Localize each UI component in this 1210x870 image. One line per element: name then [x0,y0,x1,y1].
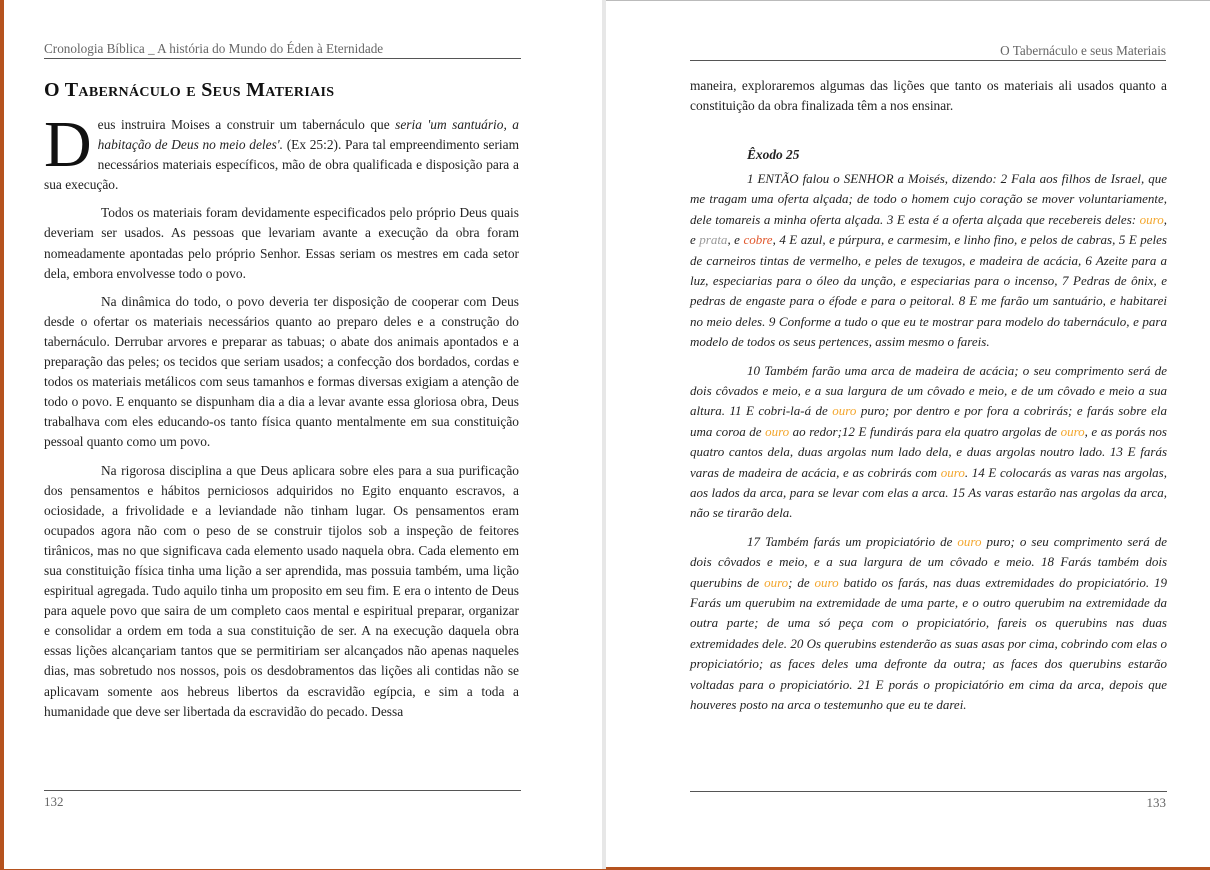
verse-block-3: 17 Também farás um propiciatório de ouro puro; o seu comprimento será de dois côvados e meio, e a sua largura de um côvado e meio. 18 Farás também dois querubins de ouro; de ouro batido os farás, nas duas extremidades do propiciatório. 19 Farás um querubim na extremidade de uma parte, e o outro querubim na extremidade da outra parte; de uma só peça com o propiciatório, fareis os querubins nas duas extremidades dele. 20 Os querubins estenderão as suas asas por cima, cobrindo com elas o propiciatório; as faces deles uma defronte da outra; as faces dos querubins estarão voltadas para o propiciatório. 21 E porás o propiciatório em cima da arca, depois que houveres posto na arca o testemunho que eu te darei. [690,533,1167,713]
right-body-text [690,76,1167,723]
left-page-number: 132 [44,794,64,809]
left-body-text [44,108,520,730]
scripture-passage [690,169,1167,716]
right-page-number: 133 [1146,795,1166,810]
continuation-paragraph: maneira, exploraremos algumas das lições que tanto os materiais ali usados quanto a constituição da obra finalizada têm a nos ensinar. [690,78,1167,114]
word-ouro: ouro [940,464,965,480]
paragraph-2: Todos os materiais foram devidamente especificados pelo próprio Deus quais deveriam ser usados. As pessoas que levariam avante a execução da obra foram nomeadamente apontadas pelo próprio Senhor. Essas seriam os mestres em cada setor dela, embora envolvesse todo o povo. [44,205,519,281]
left-header-rule [44,58,521,59]
verse-block-2: 10 Também farão uma arca de madeira de acácia; o seu comprimento será de dois côvados e meio, e a sua largura de um côvado e meio, e de um côvado e meio a sua altura. 11 E cobri-la-á de ouro puro; por dentro e por fora a cobrirás; e farás sobre ela uma coroa de ouro ao redor;12 E fundirás para ela quatro argolas de ouro, e as porás nos quatro cantos dela, duas argolas num lado dela, e duas argolas noutro lado. 13 E farás varas de madeira de acácia, e as cobrirás com ouro. 14 E colocarás as varas nas argolas, aos lados da arca, para se levar com elas a arca. 15 As varas estarão nas argolas da arca, não se tirarão dela. [690,362,1167,521]
right-footer-rule [690,791,1167,792]
word-ouro: ouro [814,574,839,590]
chapter-title: O Tabernáculo e Seus Materiais [44,79,335,101]
left-footer-rule [44,790,521,791]
word-ouro: ouro [1060,423,1085,439]
scripture-quote: seria 'um santuário, a habitação de Deus no meio deles'. [97,117,520,153]
right-header-rule [690,60,1166,61]
word-ouro: ouro [957,533,982,549]
left-running-header: Cronologia Bíblica _ A história do Mundo do Éden à Eternidade [44,41,384,56]
word-ouro: ouro [832,403,857,419]
right-page [606,0,1210,870]
paragraph-1: Deus instruira Moises a construir um tabernáculo que seria 'um santuário, a habitação de Deus no meio deles'. (Ex 25:2). Para tal empreendimento seriam necessários materiais específicos, mão de obra qualificada e disposição para a sua execução. [44,108,520,193]
word-ouro: ouro [1139,211,1164,227]
left-page [4,0,602,869]
paragraph-3: Na dinâmica do todo, o povo deveria ter disposição de cooperar com Deus desde o ofertar os materiais necessários quanto ao preparo deles e a construção do tabernáculo. Derrubar arvores e preparar as tabuas; o abate dos animais apontados e a preparação das peles; os tecidos que seriam usados; a confecção dos bordados, cordas e todos os materiais metálicos com seus tamanhos e formas diversas exigiam a atenção de todo o povo. E enquanto se dispunham dia a dia a levar avante essa gloriosa obra, Deus trabalhava com eles educando-os tanto física quanto mentalmente em sua constituição pessoal quanto como um povo. [44,293,519,450]
right-running-header: O Tabernáculo e seus Materiais [1000,43,1166,58]
word-cobre: cobre [743,232,773,248]
drop-cap: D [44,108,92,181]
verse-block-1: 1 ENTÃO falou o SENHOR a Moisés, dizendo: 2 Fala aos filhos de Israel, que me tragam uma oferta alçada; de todo o homem cujo coração se mover voluntariamente, dele tomareis a minha oferta alçada. 3 E esta é a oferta alçada que recebereis deles: ouro, e prata, e cobre, 4 E azul, e púrpura, e carmesim, e linho fino, e pelos de cabras, 5 E peles de carneiros tintas de vermelho, e peles de texugos, e madeira de acácia, 6 Azeite para a luz, especiarias para o óleo da unção, e especiarias para o incenso, 7 Pedras de ônix, e pedras de engaste para o éfode e para o peitoral. 8 E me farão um santuário, e habitarei no meio deles. 9 Conforme a tudo o que eu te mostrar para modelo do tabernáculo, e para modelo de todos os seus pertences, assim mesmo o fareis. [690,170,1167,350]
word-ouro: ouro [765,423,790,439]
word-prata: prata [699,232,728,248]
paragraph-4: Na rigorosa disciplina a que Deus aplicara sobre eles para a sua purificação dos pensamentos e hábitos perniciosos adquiridos no Egito enquanto escravos, a ociosidade, a frivolidade e a leviandade não tinham lugar. Os pensamentos eram ocupados agora não com o peso de se construir tijolos sob a inspeção de feitores tirânicos, mas no que significava cada elemento usado naquela obra. Cada elemento em sua constituição física tinha uma lição a ser aprendida, mas possuia também, uma lição espiritual agregada. Tudo aquilo tinha um proposito em seu fim. E era o intento de Deus para aquele povo que saira de um completo caos mental e espiritual preparar, organizar e consolidar a ordem em toda a sua constituição de ser. A na execução daquela obra essas lições alcançariam tantos que se permitiriam ser alcançados não apenas naqueles dias, mas sobretudo nos nossos, pois os desdobramentos das lições ali contidas não se aplicavam somente aos hebreus libertos da escravidão egípcia, e sim a toda a humanidade que deve ser libertada da escravidão do pecado. Dessa [44,462,519,719]
word-ouro: ouro [764,574,789,590]
scripture-heading: Êxodo 25 [747,146,800,162]
